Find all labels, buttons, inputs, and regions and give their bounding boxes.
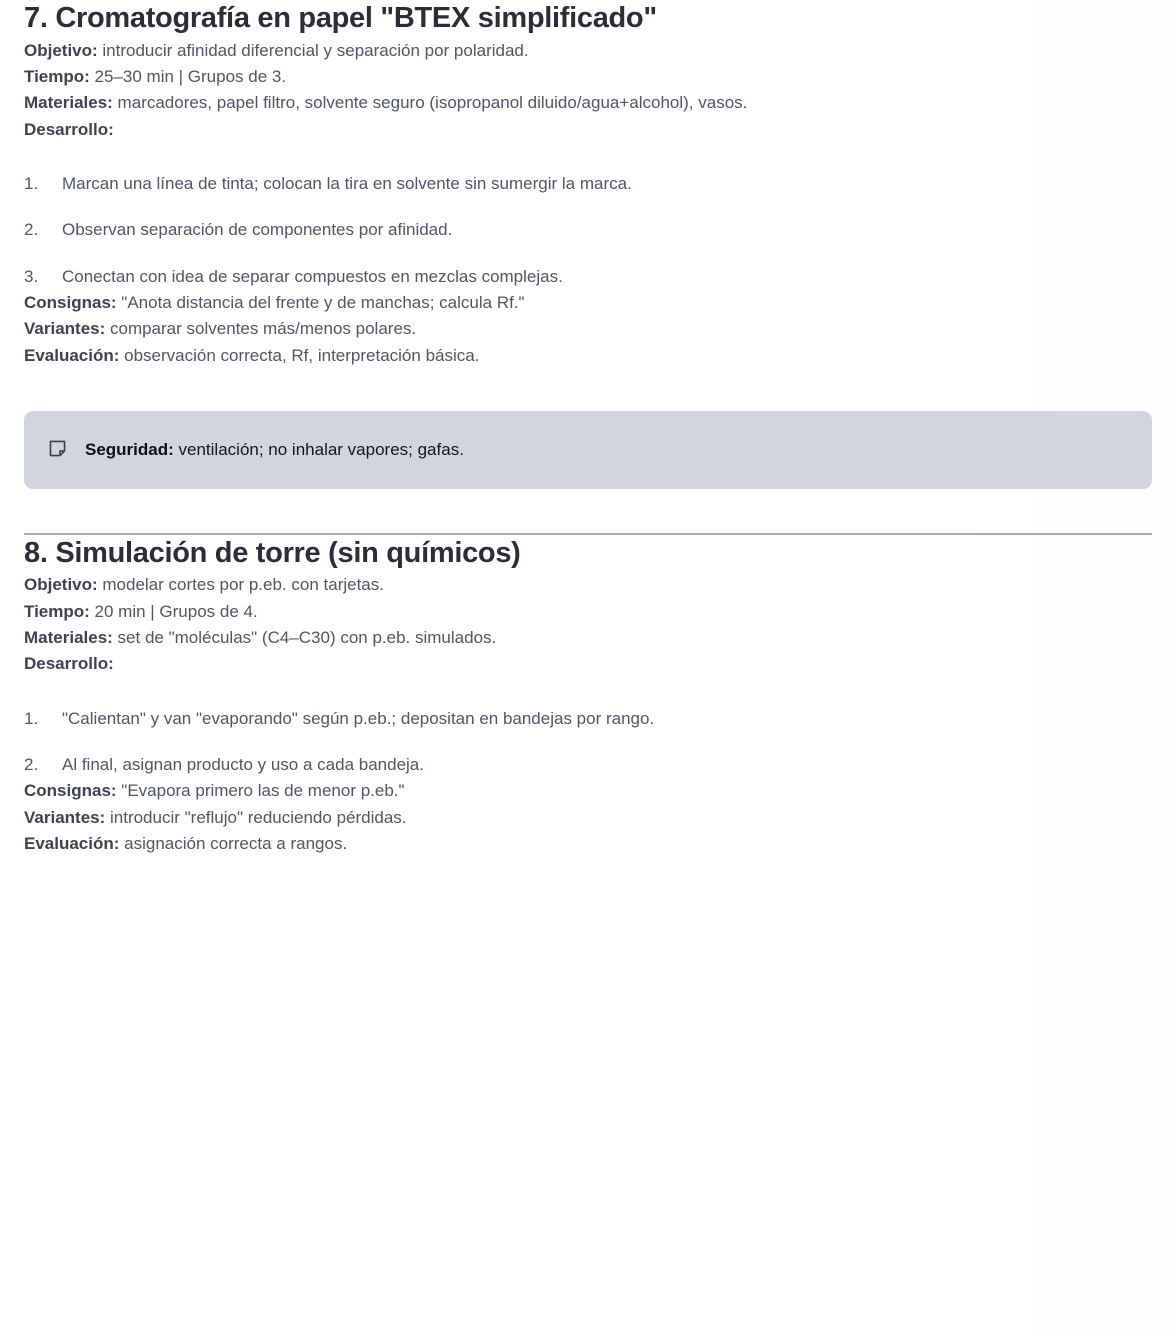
field-variantes-value-2: introducir "reflujo" reduciendo pérdidas. <box>105 807 407 827</box>
field-variantes-label: Variantes: <box>24 319 106 339</box>
field-tiempo <box>24 64 1152 90</box>
field-tiempo-2 <box>24 599 1152 625</box>
field-consignas-2 <box>24 778 1152 804</box>
safety-callout-text <box>85 437 464 463</box>
field-desarrollo-2 <box>24 651 1152 677</box>
field-materiales-value: marcadores, papel filtro, solvente seguro (isopropanol diluido/agua+alcohol), vasos. <box>112 93 748 113</box>
field-consignas-label: Consignas: <box>24 293 117 313</box>
page-title-section-8: 8. Simulación de torre (sin químicos) <box>24 536 521 569</box>
field-objetivo <box>24 38 1152 64</box>
field-consignas-label-2: Consignas: <box>24 781 117 801</box>
field-desarrollo-label-2: Desarrollo: <box>24 654 114 674</box>
field-consignas-value: "Anota distancia del frente y de manchas; calcula Rf." <box>116 293 525 313</box>
steps-container-section-7 <box>24 171 1152 290</box>
field-desarrollo-label: Desarrollo: <box>24 119 114 139</box>
field-variantes <box>24 316 1152 342</box>
safety-callout <box>24 411 1152 489</box>
field-materiales-label-2: Materiales: <box>24 628 113 647</box>
safety-callout-value: ventilación; no inhalar vapores; gafas. <box>173 440 464 460</box>
field-desarrollo <box>24 117 1152 143</box>
field-evaluacion <box>24 343 1152 369</box>
field-tiempo-value-2: 20 min | Grupos de 4. <box>89 601 258 621</box>
list-item: Marcan una línea de tinta; colocan la tira en solvente sin sumergir la marca. <box>62 174 632 194</box>
field-evaluacion-value-2: asignación correcta a rangos. <box>119 834 348 854</box>
field-objetivo-label: Objetivo: <box>24 40 98 60</box>
section-8 <box>24 535 1152 858</box>
field-variantes-2 <box>24 805 1152 831</box>
field-objetivo-value: introducir afinidad diferencial y separación por polaridad. <box>97 40 529 60</box>
field-materiales <box>24 90 1152 116</box>
field-evaluacion-value: observación correcta, Rf, interpretación básica. <box>119 345 480 365</box>
safety-callout-label: Seguridad: <box>85 440 174 460</box>
steps-list-section-8 <box>24 706 1152 779</box>
field-variantes-value: comparar solventes más/menos polares. <box>105 319 417 339</box>
field-tiempo-label: Tiempo: <box>24 67 90 87</box>
field-materiales-label: Materiales: <box>24 93 113 113</box>
field-objetivo-value-2: modelar cortes por p.eb. con tarjetas. <box>97 575 384 595</box>
field-materiales-2 <box>24 625 1152 651</box>
steps-container-section-8 <box>24 706 1152 779</box>
list-item: "Calientan" y van "evaporando" según p.eb.; depositan en bandejas por rango. <box>62 708 655 728</box>
field-variantes-label-2: Variantes: <box>24 807 106 827</box>
field-evaluacion-label: Evaluación: <box>24 345 120 365</box>
field-tiempo-label-2: Tiempo: <box>24 601 90 621</box>
list-item: Observan separación de componentes por afinidad. <box>62 220 453 240</box>
field-objetivo-label-2: Objetivo: <box>24 575 98 595</box>
note-icon <box>48 439 67 458</box>
list-item: Al final, asignan producto y uso a cada bandeja. <box>62 755 424 775</box>
page-title-section-7: 7. Cromatografía en papel "BTEX simplificado" <box>24 2 657 34</box>
steps-list-section-7 <box>24 171 1152 290</box>
field-tiempo-value: 25–30 min | Grupos de 3. <box>89 67 287 87</box>
field-consignas-value-2: "Evapora primero las de menor p.eb." <box>116 781 405 801</box>
section-7 <box>24 0 1152 489</box>
field-consignas <box>24 290 1152 316</box>
field-materiales-value-2: set de "moléculas" (C4–C30) con p.eb. simulados. <box>112 628 497 647</box>
field-objetivo-2 <box>24 572 1152 598</box>
field-evaluacion-2 <box>24 831 1152 857</box>
field-evaluacion-label-2: Evaluación: <box>24 834 120 854</box>
list-item: Conectan con idea de separar compuestos en mezclas complejas. <box>62 266 563 286</box>
